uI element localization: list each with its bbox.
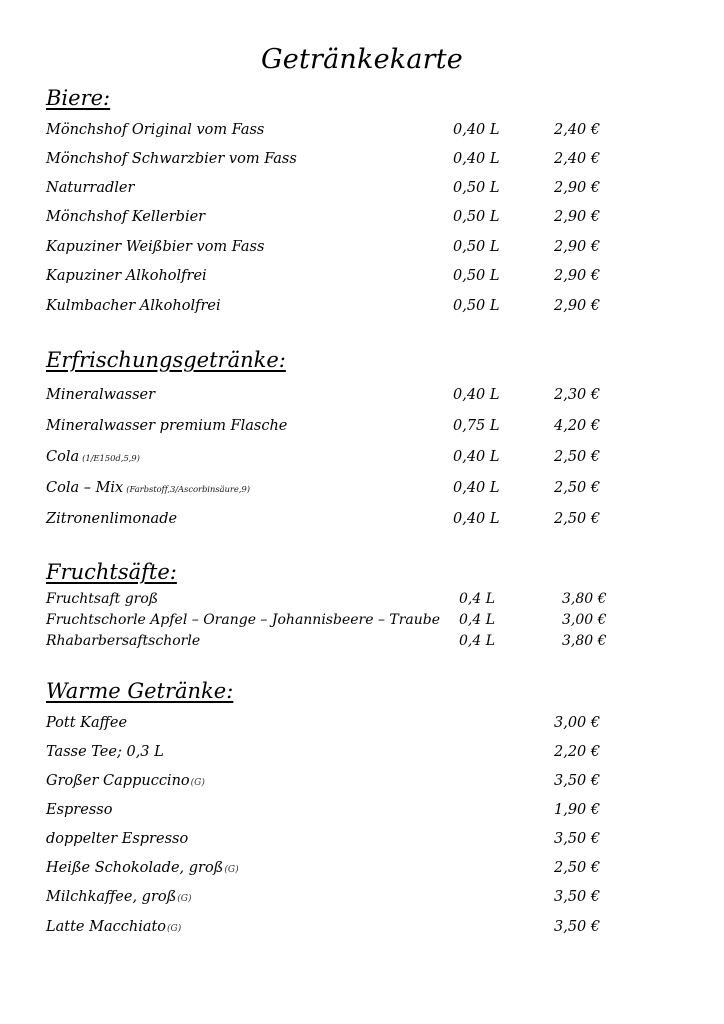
menu-item [0, 631, 724, 651]
menu-item [0, 886, 724, 908]
menu-item [0, 741, 724, 763]
menu-item [0, 206, 724, 228]
item-price: 2,50 € [554, 449, 601, 465]
menu-item [0, 236, 724, 258]
menu-item [0, 712, 724, 734]
item-price: 2,90 € [554, 209, 601, 225]
item-price: 2,50 € [554, 860, 601, 876]
item-price: 4,20 € [554, 418, 601, 434]
item-name: Kapuziner Weißbier vom Fass [46, 239, 265, 255]
menu-item [0, 384, 724, 406]
item-volume: 0,40 L [453, 449, 500, 465]
item-price: 1,90 € [554, 802, 601, 818]
item-price: 3,80 € [562, 591, 607, 607]
allergen-note: (Farbstoff,3/Ascorbinsäure,9) [126, 485, 250, 495]
item-price: 2,40 € [554, 151, 601, 167]
item-name: Großer Cappuccino(G) [46, 773, 205, 789]
menu-item [0, 508, 724, 530]
allergen-note: (G) [167, 924, 182, 934]
menu-title: Getränkekarte [261, 44, 463, 75]
item-name: Naturradler [46, 180, 135, 196]
item-volume: 0,50 L [453, 298, 500, 314]
item-volume: 0,40 L [453, 511, 500, 527]
menu-item [0, 177, 724, 199]
item-volume: 0,40 L [453, 387, 500, 403]
item-price: 3,00 € [562, 612, 607, 628]
item-price: 2,30 € [554, 387, 601, 403]
item-name: Kulmbacher Alkoholfrei [46, 298, 221, 314]
item-price: 2,20 € [554, 744, 601, 760]
item-price: 2,40 € [554, 122, 601, 138]
item-price: 2,50 € [554, 480, 601, 496]
item-name: Pott Kaffee [46, 715, 128, 731]
item-price: 2,90 € [554, 298, 601, 314]
menu-item [0, 415, 724, 437]
item-volume: 0,50 L [453, 180, 500, 196]
menu-item [0, 770, 724, 792]
menu-item [0, 446, 724, 468]
item-name: Mineralwasser [46, 387, 156, 403]
menu-item [0, 265, 724, 287]
item-name: Heiße Schokolade, groß(G) [46, 860, 239, 876]
item-price: 3,50 € [554, 773, 601, 789]
item-name: Mönchshof Kellerbier [46, 209, 206, 225]
menu-item [0, 295, 724, 317]
item-name: doppelter Espresso [46, 831, 189, 847]
item-name: Rhabarbersaftschorle [46, 633, 201, 649]
item-price: 3,50 € [554, 919, 601, 935]
item-name: Mönchshof Original vom Fass [46, 122, 265, 138]
item-name: Mönchshof Schwarzbier vom Fass [46, 151, 297, 167]
item-price: 3,00 € [554, 715, 601, 731]
item-name: Zitronenlimonade [46, 511, 178, 527]
item-name: Cola – Mix (Farbstoff,3/Ascorbinsäure,9) [46, 480, 250, 496]
item-volume: 0,40 L [453, 151, 500, 167]
menu-item [0, 477, 724, 499]
item-volume: 0,50 L [453, 209, 500, 225]
item-price: 2,90 € [554, 268, 601, 284]
menu-item [0, 610, 724, 630]
item-volume: 0,40 L [453, 122, 500, 138]
allergen-note: (G) [190, 778, 205, 788]
menu-item [0, 799, 724, 821]
item-name: Milchkaffee, groß(G) [46, 889, 192, 905]
allergen-note: (G) [177, 894, 192, 904]
item-name: Kapuziner Alkoholfrei [46, 268, 207, 284]
allergen-note: (G) [224, 865, 239, 875]
item-name: Mineralwasser premium Flasche [46, 418, 288, 434]
item-price: 2,90 € [554, 239, 601, 255]
section-heading-hot-drinks: Warme Getränke: [46, 679, 234, 703]
menu-item [0, 148, 724, 170]
section-heading-beers: Biere: [46, 86, 111, 110]
item-price: 3,50 € [554, 831, 601, 847]
menu-item [0, 119, 724, 141]
section-heading-soft-drinks: Erfrischungsgetränke: [46, 348, 286, 372]
allergen-note: (1/E150d,5,9) [82, 454, 140, 464]
item-price: 2,50 € [554, 511, 601, 527]
item-name: Fruchtschorle Apfel – Orange – Johannisbeere – Traube [46, 612, 441, 628]
item-volume: 0,40 L [453, 480, 500, 496]
item-name: Latte Macchiato(G) [46, 919, 182, 935]
item-volume: 0,4 L [459, 591, 496, 607]
menu-item [0, 857, 724, 879]
menu-item [0, 589, 724, 609]
item-volume: 0,4 L [459, 633, 496, 649]
item-name: Espresso [46, 802, 113, 818]
item-volume: 0,50 L [453, 239, 500, 255]
item-volume: 0,4 L [459, 612, 496, 628]
item-name: Cola (1/E150d,5,9) [46, 449, 140, 465]
item-volume: 0,50 L [453, 268, 500, 284]
item-volume: 0,75 L [453, 418, 500, 434]
item-name: Tasse Tee; 0,3 L [46, 744, 164, 760]
item-name: Fruchtsaft groß [46, 591, 159, 607]
menu-item [0, 916, 724, 938]
section-heading-fruit-juices: Fruchtsäfte: [46, 560, 177, 584]
item-price: 3,50 € [554, 889, 601, 905]
menu-item [0, 828, 724, 850]
item-price: 3,80 € [562, 633, 607, 649]
item-price: 2,90 € [554, 180, 601, 196]
